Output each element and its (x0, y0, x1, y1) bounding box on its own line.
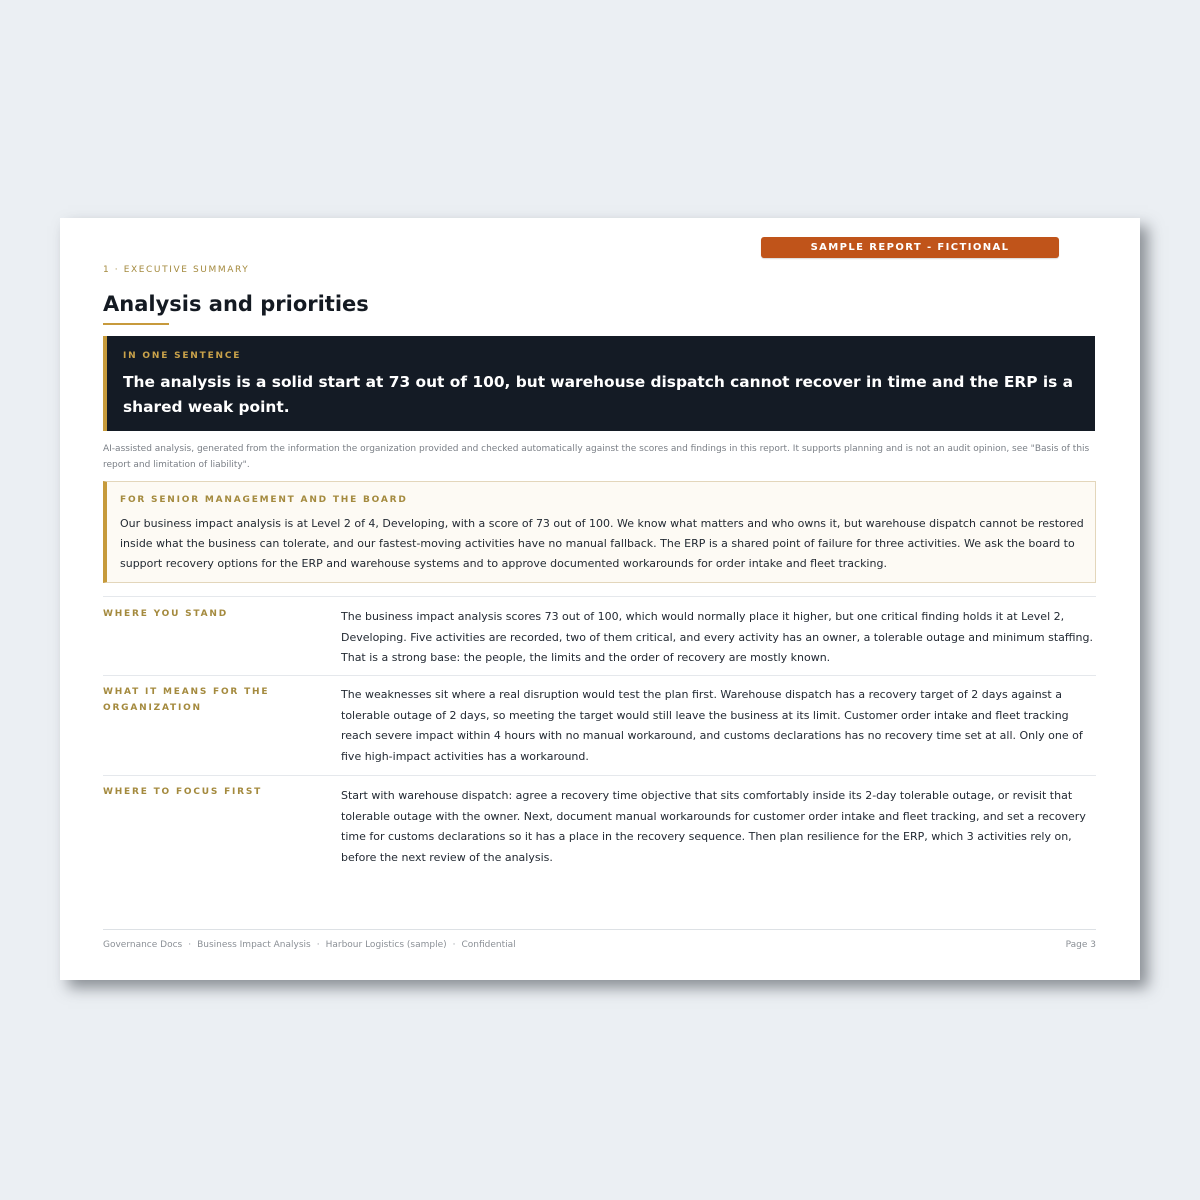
summary-row-where-you-stand (103, 596, 1096, 675)
footer-separator: · (452, 940, 456, 950)
footer-item: Business Impact Analysis (197, 940, 311, 950)
footer-separator: · (188, 940, 192, 950)
summary-table (103, 596, 1096, 875)
board-summary-label: FOR SENIOR MANAGEMENT AND THE BOARD (120, 495, 408, 505)
sample-report-badge: SAMPLE REPORT - FICTIONAL ORGANISATION (761, 237, 1059, 258)
page-number: Page 3 (1065, 940, 1096, 950)
page-title: Analysis and priorities (103, 292, 369, 316)
row-text: The weaknesses sit where a real disruption would test the plan first. Warehouse dispatch has a recovery target of 2 days against a tolerable outage of 2 days, so meeting the target would still leave the business at its limit. Customer order intake and fleet tracking reach severe impact within 4 hours with no manual workaround, and customs declarations has no recovery time set at all. Only one of five high-impact activities has a workaround. (341, 688, 1083, 764)
one-sentence-callout (103, 336, 1095, 431)
summary-row-what-it-means (103, 675, 1096, 775)
summary-row-where-to-focus (103, 775, 1096, 875)
one-sentence-text: The analysis is a solid start at 73 out of 100, but warehouse dispatch cannot recover in time and the ERP is a shared weak point. (123, 373, 1074, 416)
row-label: WHERE TO FOCUS FIRST (103, 787, 263, 797)
row-text: Start with warehouse dispatch: agree a recovery time objective that sits comfortably inside its 2-day tolerable outage, or revisit that tolerable outage with the owner. Next, document manual workarounds for customer order intake and fleet tracking, and set a recovery time for customs declarations so it has a place in the recovery sequence. Then plan resilience for the ERP, which 3 activities rely on, before the next review of the analysis. (341, 789, 1086, 865)
footer-divider (103, 929, 1096, 930)
footer-item: Harbour Logistics (sample) (325, 940, 447, 950)
row-label: WHAT IT MEANS FOR THE ORGANIZATION (103, 687, 270, 713)
footer-breadcrumb (103, 940, 516, 950)
footer-separator: · (316, 940, 320, 950)
row-text: The business impact analysis scores 73 out of 100, which would normally place it higher, but one critical finding holds it at Level 2, Developing. Five activities are recorded, two of them critical, and every activity has an owner, a tolerable outage and minimum staffing. That is a strong base: the people, the limits and the order of recovery are mostly known. (341, 610, 1094, 665)
report-page (60, 218, 1140, 980)
section-label: 1 · EXECUTIVE SUMMARY (103, 265, 250, 275)
footer-item: Governance Docs (103, 940, 183, 950)
footer-item: Confidential (461, 940, 516, 950)
board-summary-callout (103, 481, 1096, 583)
title-underline (103, 323, 169, 325)
board-summary-text: Our business impact analysis is at Level 2 of 4, Developing, with a score of 73 out of 100. We know what matters and who owns it, but warehouse dispatch cannot be restored inside what the business can tolerate, and our fastest-moving activities have no manual fallback. The ERP is a shared point of failure for three activities. We ask the board to support recovery options for the ERP and warehouse systems and to approve documented workarounds for order intake and fleet tracking. (120, 517, 1084, 570)
ai-disclaimer: AI-assisted analysis, generated from the information the organization provided and checked automatically against the scores and findings in this report. It supports planning and is not an audit opinion, see "Basis of this report and limitation of liability". (103, 444, 1090, 470)
row-label: WHERE YOU STAND (103, 609, 228, 619)
one-sentence-label: IN ONE SENTENCE (123, 351, 242, 361)
